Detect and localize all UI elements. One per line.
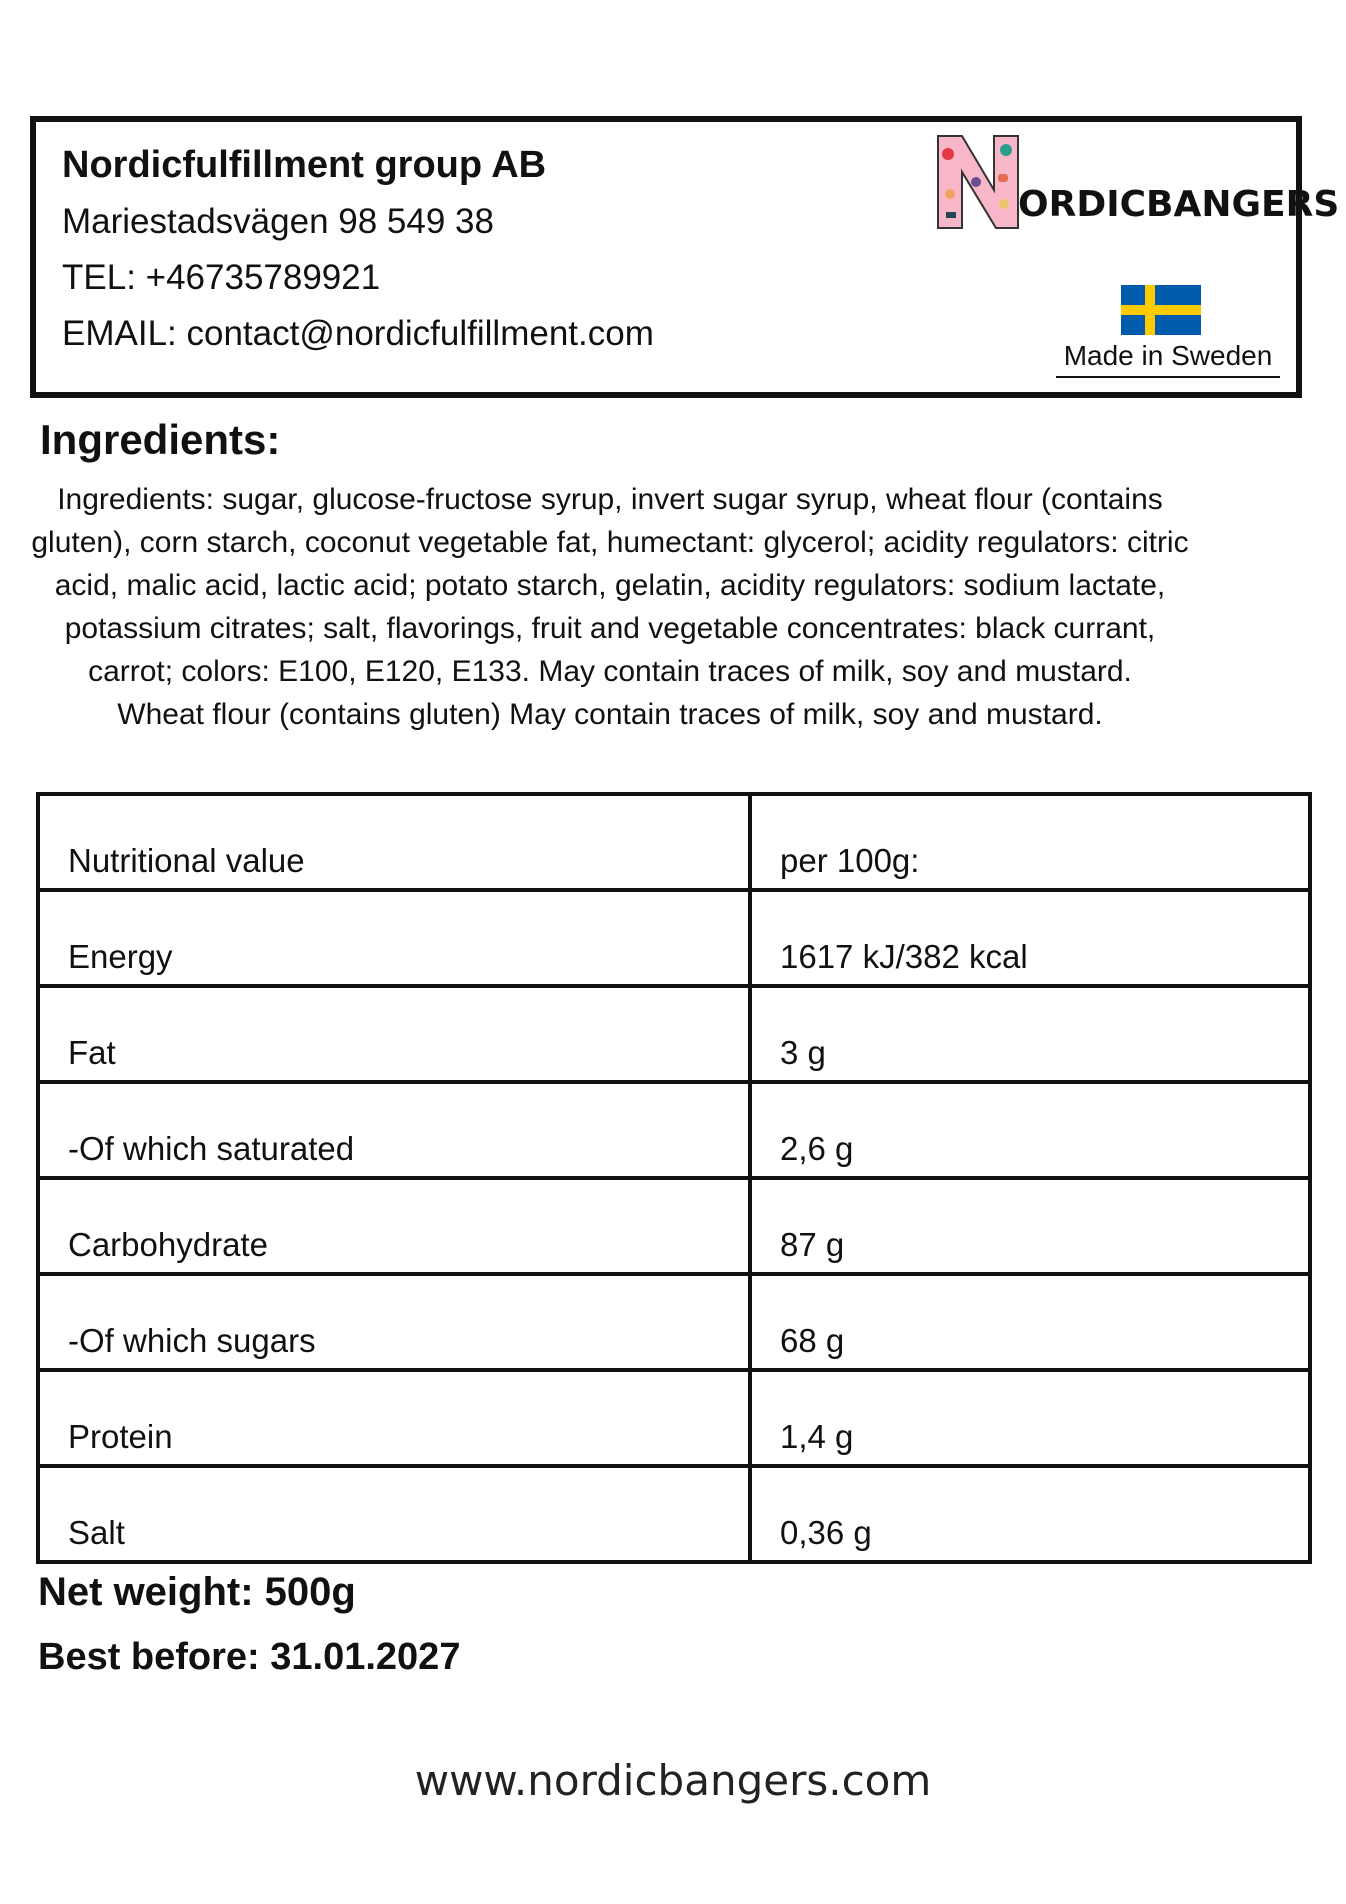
- table-row: [38, 1370, 1310, 1466]
- nutrient-value: 1,4 g: [750, 1370, 1310, 1466]
- table-row: [38, 986, 1310, 1082]
- ingredients-title: Ingredients:: [40, 416, 281, 463]
- company-name: Nordicfulfillment group AB: [62, 144, 547, 186]
- nutrient-value: 68 g: [750, 1274, 1310, 1370]
- nutrition-header-value: per 100g:: [750, 794, 1310, 890]
- nutrient-value: 87 g: [750, 1178, 1310, 1274]
- company-email: EMAIL: contact@nordicfulfillment.com: [62, 314, 654, 353]
- nutrition-header-row: [38, 794, 1310, 890]
- nutrition-table: [36, 792, 1312, 1564]
- made-in-sweden: Made in Sweden: [1056, 340, 1280, 378]
- table-row: [38, 890, 1310, 986]
- nutrient-value: 3 g: [750, 986, 1310, 1082]
- nutrient-label: Energy: [38, 890, 750, 986]
- table-row: [38, 1082, 1310, 1178]
- table-row: [38, 1466, 1310, 1562]
- nutrient-label: Protein: [38, 1370, 750, 1466]
- nutrient-label: -Of which saturated: [38, 1082, 750, 1178]
- company-info-box: [30, 116, 1340, 398]
- table-row: [38, 1274, 1310, 1370]
- logo-text: ORDICBANGERS: [1018, 184, 1340, 225]
- nutrient-label: Carbohydrate: [38, 1178, 750, 1274]
- candy-letter-n-icon: [936, 134, 1020, 230]
- sweden-flag-icon: [1121, 285, 1201, 335]
- company-address: Mariestadsvägen 98 549 38: [62, 202, 494, 241]
- nutrient-label: Salt: [38, 1466, 750, 1562]
- nutrition-header-label: Nutritional value: [38, 794, 750, 890]
- nutrient-value: 0,36 g: [750, 1466, 1310, 1562]
- nutrient-value: 2,6 g: [750, 1082, 1310, 1178]
- company-tel: TEL: +46735789921: [62, 258, 381, 297]
- best-before: Best before: 31.01.2027: [38, 1636, 461, 1678]
- net-weight: Net weight: 500g: [38, 1570, 356, 1614]
- allergen-note: Wheat flour (contains gluten) May contain traces of milk, soy and mustard.: [117, 698, 1103, 731]
- nutrient-label: -Of which sugars: [38, 1274, 750, 1370]
- website-url: www.nordicbangers.com: [414, 1756, 932, 1805]
- nutrient-label: Fat: [38, 986, 750, 1082]
- table-row: [38, 1178, 1310, 1274]
- nordicbangers-logo: [936, 134, 1340, 244]
- ingredients-text: Ingredients: sugar, glucose-fructose syrup, invert sugar syrup, wheat flour (contains gluten), corn starch, coconut vegetable fat, humectant: glycerol; acidity regulators: citric acid, malic acid, lactic acid; potato starch, gelatin, acidity regulators: sodium lactate, potassium citrates; salt, flavorings, fruit and vegetable concentrates: black currant, carrot; colors: E100, E120, E133. May contain traces of milk, soy and mustard.: [31, 483, 1189, 688]
- ingredients-body: [20, 478, 1200, 736]
- nutrient-value: 1617 kJ/382 kcal: [750, 890, 1310, 986]
